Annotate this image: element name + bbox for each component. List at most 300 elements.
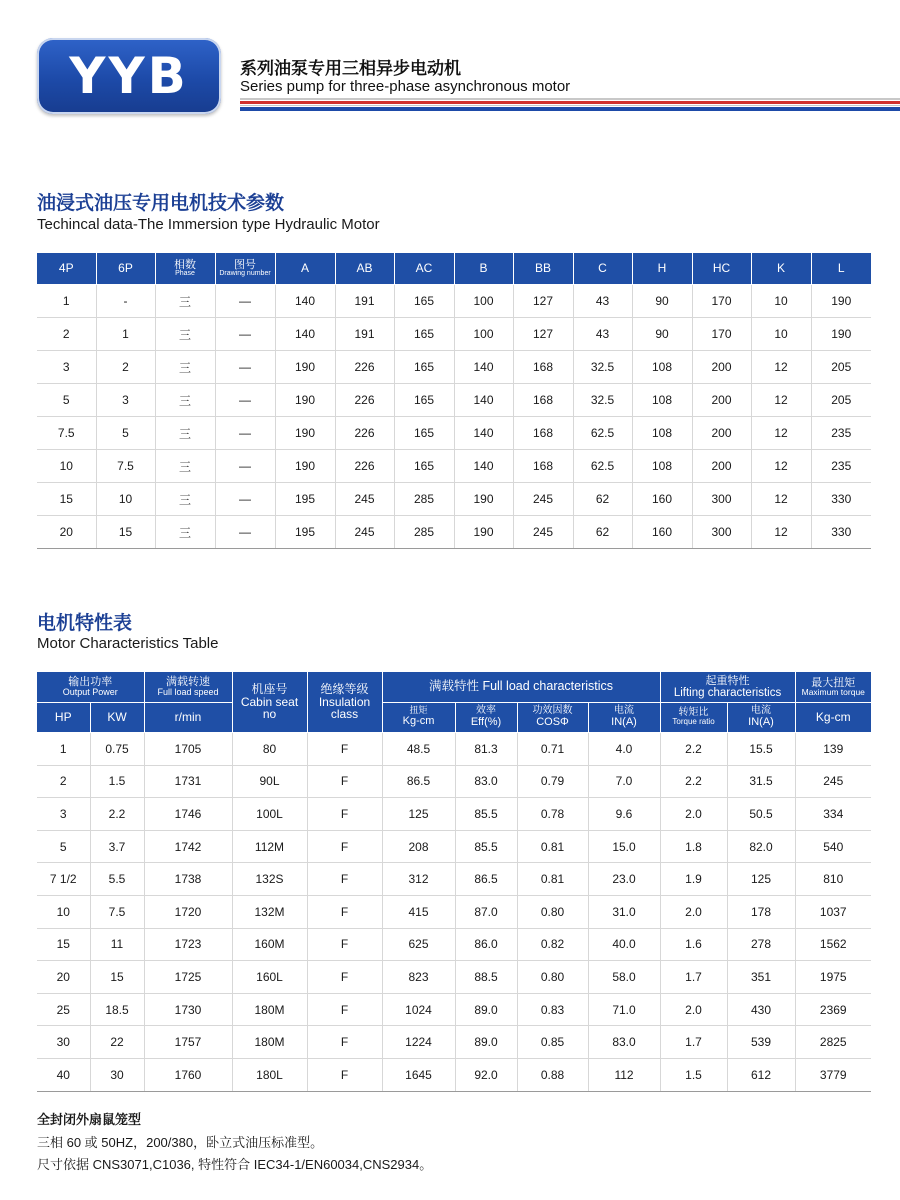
cell-max-torque: 245 [795,765,871,798]
cell-6p: 1 [96,318,155,351]
cell-kw: 30 [90,1058,144,1091]
cell-insulation: F [307,961,382,994]
cell-bb: 168 [513,417,573,450]
cell-4p: 10 [37,450,96,483]
table-row [37,1026,871,1059]
header-hp: HP [37,703,90,733]
cell-c: 62 [573,516,632,549]
cell-ac: 165 [394,318,454,351]
header-insulation-en: Insulation class [318,694,371,722]
cell-c: 62.5 [573,417,632,450]
header-insulation [307,672,382,733]
cell-k: 12 [751,384,811,417]
cell-kw: 7.5 [90,895,144,928]
cell-max-torque: 139 [795,733,871,766]
cell-efficiency: 92.0 [455,1058,517,1091]
cell-torque-ratio: 1.7 [660,961,727,994]
cell-hc: 170 [692,318,751,351]
cell-hp: 20 [37,961,90,994]
cell-max-torque: 810 [795,863,871,896]
tech-table-body [37,285,871,549]
motor-section-title-zh: 电机特性表 [37,612,133,634]
cell-b: 190 [454,483,513,516]
header-cabin-seat [232,672,307,733]
cell-efficiency: 88.5 [455,961,517,994]
col-header-drawing [215,253,275,285]
cell-rpm: 1742 [144,830,232,863]
cell-power-factor: 0.82 [517,928,588,961]
cell-hc: 200 [692,450,751,483]
cell-drawing: — [215,285,275,318]
header-rpm: r/min [144,703,232,733]
table-row [37,733,871,766]
cell-lifting-current: 50.5 [727,798,795,831]
cell-a: 190 [275,384,335,417]
cell-hp: 25 [37,993,90,1026]
cell-lifting-current: 31.5 [727,765,795,798]
cell-rpm: 1705 [144,733,232,766]
cell-rpm: 1757 [144,1026,232,1059]
cell-h: 108 [632,351,692,384]
cell-b: 100 [454,285,513,318]
header-current-zh: 电流 [614,705,634,717]
cell-ac: 165 [394,450,454,483]
cell-frame: 132M [232,895,307,928]
cell-hp: 1 [37,733,90,766]
cell-current: 7.0 [588,765,660,798]
header-title-zh: 系列油泵专用三相异步电动机 [240,59,461,79]
header-pf-unit: COSΦ [536,715,569,728]
cell-hc: 170 [692,285,751,318]
cell-torque: 312 [382,863,455,896]
cell-power-factor: 0.85 [517,1026,588,1059]
cell-bb: 127 [513,285,573,318]
cell-frame: 90L [232,765,307,798]
col-header-phase-en: Phase [175,270,195,278]
col-header-6p: 6P [96,253,155,285]
cell-efficiency: 85.5 [455,798,517,831]
header-frame-zh: 机座号 [251,682,288,697]
cell-kw: 0.75 [90,733,144,766]
cell-4p: 5 [37,384,96,417]
table-row [37,450,871,483]
table-row [37,993,871,1026]
motor-header-row-1 [37,672,871,703]
cell-4p: 3 [37,351,96,384]
cell-4p: 15 [37,483,96,516]
cell-insulation: F [307,733,382,766]
cell-torque-ratio: 1.9 [660,863,727,896]
cell-current: 9.6 [588,798,660,831]
logo-text: YYB [69,47,189,105]
cell-ab: 226 [335,450,394,483]
header-current-unit: IN(A) [611,715,637,728]
cell-b: 140 [454,351,513,384]
header-current [588,703,660,733]
cell-efficiency: 87.0 [455,895,517,928]
table-row [37,830,871,863]
cell-efficiency: 89.0 [455,1026,517,1059]
col-header-drawing-en: Drawing number [219,270,271,278]
cell-4p: 2 [37,318,96,351]
cell-kw: 2.2 [90,798,144,831]
col-header-h: H [632,253,692,285]
header-output-power-zh: 输出功率 [68,675,113,689]
cell-rpm: 1723 [144,928,232,961]
header-lifting [660,672,795,703]
cell-torque: 86.5 [382,765,455,798]
cell-h: 160 [632,483,692,516]
table-row [37,895,871,928]
col-header-a: A [275,253,335,285]
cell-ac: 285 [394,483,454,516]
cell-hp: 5 [37,830,90,863]
cell-bb: 168 [513,351,573,384]
col-header-phase [155,253,215,285]
cell-c: 43 [573,318,632,351]
cell-l: 330 [811,516,871,549]
cell-ac: 165 [394,417,454,450]
cell-torque: 415 [382,895,455,928]
header-power-factor [517,703,588,733]
cell-rpm: 1746 [144,798,232,831]
cell-hp: 30 [37,1026,90,1059]
cell-4p: 1 [37,285,96,318]
cell-power-factor: 0.81 [517,863,588,896]
cell-phase: 三 [155,417,215,450]
cell-kw: 5.5 [90,863,144,896]
cell-lifting-current: 15.5 [727,733,795,766]
cell-torque-ratio: 1.8 [660,830,727,863]
cell-4p: 7.5 [37,417,96,450]
cell-lifting-current: 82.0 [727,830,795,863]
cell-rpm: 1731 [144,765,232,798]
note-line-2: 三相 60 或 50HZ，200/380，卧立式油压标准型。 [37,1135,324,1150]
header-torque-unit: Kg-cm [402,715,435,728]
cell-efficiency: 83.0 [455,765,517,798]
cell-power-factor: 0.81 [517,830,588,863]
cell-efficiency: 89.0 [455,993,517,1026]
cell-b: 140 [454,384,513,417]
cell-b: 190 [454,516,513,549]
cell-ab: 191 [335,285,394,318]
cell-c: 62.5 [573,450,632,483]
cell-k: 12 [751,483,811,516]
cell-current: 58.0 [588,961,660,994]
cell-hp: 15 [37,928,90,961]
cell-power-factor: 0.80 [517,961,588,994]
tech-data-table [37,253,871,549]
header-pf-zh: 功效因数 [532,705,573,717]
cell-lifting-current: 430 [727,993,795,1026]
cell-drawing: — [215,483,275,516]
cell-c: 43 [573,285,632,318]
cell-a: 195 [275,516,335,549]
col-header-4p: 4P [37,253,96,285]
cell-6p: 15 [96,516,155,549]
cell-l: 190 [811,318,871,351]
cell-drawing: — [215,318,275,351]
cell-frame: 132S [232,863,307,896]
cell-phase: 三 [155,450,215,483]
cell-torque-ratio: 2.2 [660,765,727,798]
motor-section-title-en: Motor Characteristics Table [37,635,219,652]
cell-kw: 3.7 [90,830,144,863]
header-title-en: Series pump for three-phase asynchronous motor [240,78,571,95]
col-header-b: B [454,253,513,285]
cell-phase: 三 [155,516,215,549]
cell-l: 190 [811,285,871,318]
cell-max-torque: 3779 [795,1058,871,1091]
cell-6p: 5 [96,417,155,450]
header-maxtorque-en: Maximum torque [801,687,865,698]
cell-b: 100 [454,318,513,351]
brand-logo [37,38,221,114]
cell-rpm: 1725 [144,961,232,994]
header-maxtorque-zh: 最大扭矩 [811,675,856,689]
col-header-hc: HC [692,253,751,285]
header-ratio-zh: 转矩比 [678,706,709,718]
cell-lifting-current: 351 [727,961,795,994]
cell-kw: 11 [90,928,144,961]
cell-a: 190 [275,351,335,384]
cell-kw: 18.5 [90,993,144,1026]
header-frame-en: Cabin seat no [240,694,299,722]
header-output-power-en: Output Power [62,686,118,697]
cell-lifting-current: 278 [727,928,795,961]
col-header-ab: AB [335,253,394,285]
cell-rpm: 1720 [144,895,232,928]
cell-current: 71.0 [588,993,660,1026]
cell-c: 32.5 [573,384,632,417]
col-header-ac: AC [394,253,454,285]
cell-phase: 三 [155,351,215,384]
header-lcurrent-zh: 电流 [751,705,772,717]
header-kw: KW [90,703,144,733]
col-header-phase-zh: 相数 [174,257,196,271]
header-efficiency [455,703,517,733]
cell-lifting-current: 178 [727,895,795,928]
cell-h: 108 [632,417,692,450]
cell-hp: 7 1/2 [37,863,90,896]
header-torque-zh: 扭矩 [409,706,428,716]
cell-h: 108 [632,450,692,483]
cell-ab: 245 [335,516,394,549]
cell-insulation: F [307,863,382,896]
header-eff-unit: Eff(%) [470,715,502,728]
cell-6p: 2 [96,351,155,384]
cell-ab: 245 [335,483,394,516]
header-lifting-en: Lifting characteristics [673,686,782,699]
cell-kw: 22 [90,1026,144,1059]
cell-torque-ratio: 2.0 [660,798,727,831]
header-full-load: 满载特性 Full load characteristics [382,672,660,703]
cell-kw: 15 [90,961,144,994]
cell-phase: 三 [155,318,215,351]
note-line-3: 尺寸依据 CNS3071,C1036, 特性符合 IEC34-1/EN60034,CNS2934。 [37,1157,433,1172]
cell-torque: 125 [382,798,455,831]
cell-ab: 226 [335,384,394,417]
cell-hp: 40 [37,1058,90,1091]
table-row [37,928,871,961]
table-row [37,798,871,831]
header-max-torque [795,672,871,703]
cell-bb: 245 [513,516,573,549]
cell-max-torque: 1562 [795,928,871,961]
cell-rpm: 1760 [144,1058,232,1091]
cell-ab: 226 [335,351,394,384]
col-header-l: L [811,253,871,285]
cell-a: 140 [275,285,335,318]
cell-l: 235 [811,450,871,483]
cell-h: 108 [632,384,692,417]
header-torque-ratio [660,703,727,733]
cell-ac: 165 [394,285,454,318]
cell-torque: 823 [382,961,455,994]
cell-current: 15.0 [588,830,660,863]
cell-efficiency: 86.0 [455,928,517,961]
cell-current: 112 [588,1058,660,1091]
cell-6p: 7.5 [96,450,155,483]
cell-efficiency: 81.3 [455,733,517,766]
cell-frame: 180M [232,993,307,1026]
cell-c: 62 [573,483,632,516]
cell-torque-ratio: 1.7 [660,1026,727,1059]
motor-header-row-2 [37,703,871,733]
cell-b: 140 [454,417,513,450]
cell-torque: 208 [382,830,455,863]
cell-k: 12 [751,450,811,483]
cell-frame: 180L [232,1058,307,1091]
motor-table-body [37,733,871,1092]
cell-frame: 112M [232,830,307,863]
cell-efficiency: 85.5 [455,830,517,863]
tech-header-row [37,253,871,285]
cell-frame: 180M [232,1026,307,1059]
cell-max-torque: 334 [795,798,871,831]
header-max-torque-unit: Kg-cm [795,703,871,733]
cell-bb: 168 [513,450,573,483]
header-lcurrent-unit: IN(A) [748,715,774,728]
cell-current: 40.0 [588,928,660,961]
cell-hc: 300 [692,516,751,549]
cell-6p: 3 [96,384,155,417]
cell-ab: 226 [335,417,394,450]
cell-max-torque: 1975 [795,961,871,994]
col-header-k: K [751,253,811,285]
cell-hc: 200 [692,417,751,450]
cell-bb: 168 [513,384,573,417]
motor-characteristics-table [37,672,871,1092]
cell-frame: 160L [232,961,307,994]
cell-max-torque: 1037 [795,895,871,928]
header-full-load-speed [144,672,232,703]
cell-ac: 165 [394,384,454,417]
cell-torque: 1224 [382,1026,455,1059]
tech-section-title-en: Techincal data-The Immersion type Hydraulic Motor [37,216,380,233]
cell-power-factor: 0.80 [517,895,588,928]
table-row [37,516,871,549]
table-row [37,351,871,384]
col-header-drawing-zh: 图号 [234,257,256,271]
header-lifting-current [727,703,795,733]
notes [37,1110,432,1176]
cell-insulation: F [307,765,382,798]
table-row [37,863,871,896]
cell-lifting-current: 125 [727,863,795,896]
cell-hc: 300 [692,483,751,516]
header-ratio-en: Torque ratio [672,717,715,727]
cell-drawing: — [215,384,275,417]
cell-drawing: — [215,516,275,549]
cell-torque-ratio: 2.0 [660,895,727,928]
cell-h: 90 [632,318,692,351]
cell-a: 140 [275,318,335,351]
cell-ac: 165 [394,351,454,384]
cell-k: 10 [751,285,811,318]
cell-insulation: F [307,928,382,961]
cell-torque: 1645 [382,1058,455,1091]
tech-section-title-zh: 油浸式油压专用电机技术参数 [37,192,285,214]
cell-power-factor: 0.79 [517,765,588,798]
header-speed-zh: 满载转速 [166,675,210,689]
cell-torque: 625 [382,928,455,961]
cell-a: 190 [275,450,335,483]
cell-l: 235 [811,417,871,450]
col-header-bb: BB [513,253,573,285]
cell-current: 31.0 [588,895,660,928]
cell-torque-ratio: 1.6 [660,928,727,961]
cell-c: 32.5 [573,351,632,384]
cell-k: 12 [751,351,811,384]
cell-insulation: F [307,1058,382,1091]
cell-hp: 10 [37,895,90,928]
cell-torque-ratio: 2.2 [660,733,727,766]
header-speed-en: Full load speed [157,686,219,697]
cell-current: 83.0 [588,1026,660,1059]
cell-drawing: — [215,351,275,384]
table-row [37,1058,871,1091]
cell-rpm: 1730 [144,993,232,1026]
cell-torque: 48.5 [382,733,455,766]
cell-insulation: F [307,830,382,863]
cell-bb: 245 [513,483,573,516]
cell-hp: 2 [37,765,90,798]
cell-current: 4.0 [588,733,660,766]
table-row [37,417,871,450]
cell-bb: 127 [513,318,573,351]
cell-frame: 160M [232,928,307,961]
cell-power-factor: 0.71 [517,733,588,766]
cell-k: 12 [751,417,811,450]
cell-k: 10 [751,318,811,351]
cell-l: 205 [811,384,871,417]
note-line-1: 全封闭外扇鼠笼型 [37,1113,142,1128]
cell-insulation: F [307,895,382,928]
cell-frame: 80 [232,733,307,766]
cell-kw: 1.5 [90,765,144,798]
cell-phase: 三 [155,483,215,516]
cell-hc: 200 [692,384,751,417]
cell-lifting-current: 539 [727,1026,795,1059]
cell-efficiency: 86.5 [455,863,517,896]
header-eff-zh: 效率 [476,705,496,717]
cell-power-factor: 0.78 [517,798,588,831]
cell-insulation: F [307,1026,382,1059]
cell-l: 330 [811,483,871,516]
cell-drawing: — [215,417,275,450]
cell-a: 195 [275,483,335,516]
